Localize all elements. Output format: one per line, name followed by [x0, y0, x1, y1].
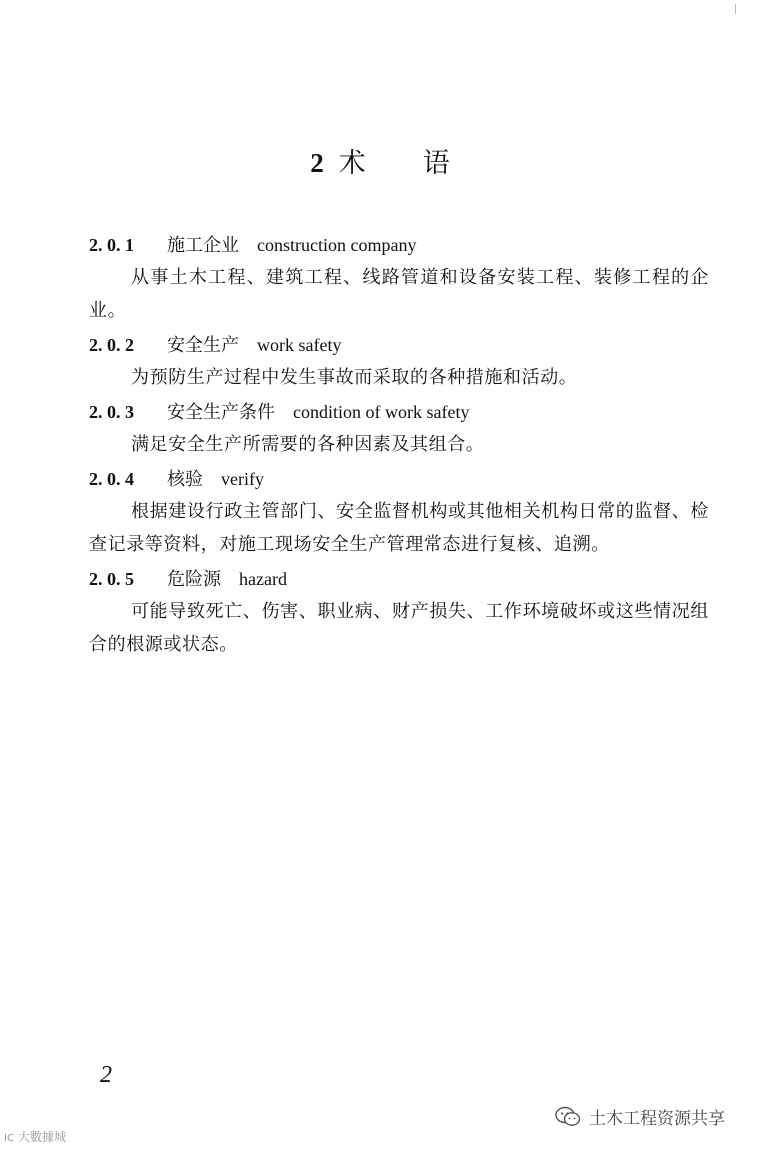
term-heading: [89, 463, 709, 495]
term-list: [89, 229, 709, 663]
watermark-left: [4, 1128, 66, 1145]
term-chinese: 安全生产: [167, 335, 239, 356]
term-number: 2. 0. 3: [89, 402, 134, 422]
term-english: verify: [221, 469, 264, 489]
term-number: 2. 0. 4: [89, 469, 134, 489]
chapter-title-char-1: 术: [338, 148, 367, 179]
term-entry: [89, 463, 709, 561]
term-heading: [89, 396, 709, 428]
term-definition: 满足安全生产所需要的各种因素及其组合。: [131, 434, 485, 455]
term-english: construction company: [257, 235, 417, 255]
term-definition: 根据建设行政主管部门、安全监督机构或其他相关机构日常的监督、检查记录等资料，对施工现场安全生产管理常态进行复核、追溯。: [89, 501, 709, 555]
term-number: 2. 0. 5: [89, 569, 134, 589]
term-english: condition of work safety: [293, 402, 470, 422]
term-chinese: 危险源: [167, 569, 221, 590]
watermark-left-text: 大數據城: [17, 1130, 66, 1144]
term-definition: 从事土木工程、建筑工程、线路管道和设备安装工程、装修工程的企业。: [89, 267, 709, 321]
term-definition: 为预防生产过程中发生事故而采取的各种措施和活动。: [131, 367, 578, 388]
term-entry: [89, 229, 709, 327]
term-number: 2. 0. 2: [89, 335, 134, 355]
watermark-right: [555, 1104, 725, 1129]
term-chinese: 安全生产条件: [167, 402, 275, 423]
term-entry: [89, 563, 709, 661]
page-edge-mark: [735, 4, 736, 14]
term-entry: [89, 396, 709, 461]
watermark-left-prefix: IC: [4, 1133, 14, 1144]
term-number: 2. 0. 1: [89, 235, 134, 255]
term-chinese: 核验: [167, 469, 203, 490]
term-chinese: 施工企业: [167, 235, 239, 256]
chapter-title-char-2: 语: [422, 148, 451, 179]
chapter-number: 2: [310, 148, 325, 178]
chapter-title: [0, 146, 761, 181]
watermark-right-text: 土木工程资源共享: [589, 1109, 725, 1129]
term-heading: [89, 229, 709, 261]
wechat-icon: [555, 1106, 581, 1128]
term-heading: [89, 563, 709, 595]
page-number: 2: [100, 1062, 112, 1088]
term-entry: [89, 329, 709, 394]
term-english: work safety: [257, 335, 342, 355]
term-definition: 可能导致死亡、伤害、职业病、财产损失、工作环境破坏或这些情况组合的根源或状态。: [89, 601, 709, 655]
term-english: hazard: [239, 569, 287, 589]
term-heading: [89, 329, 709, 361]
